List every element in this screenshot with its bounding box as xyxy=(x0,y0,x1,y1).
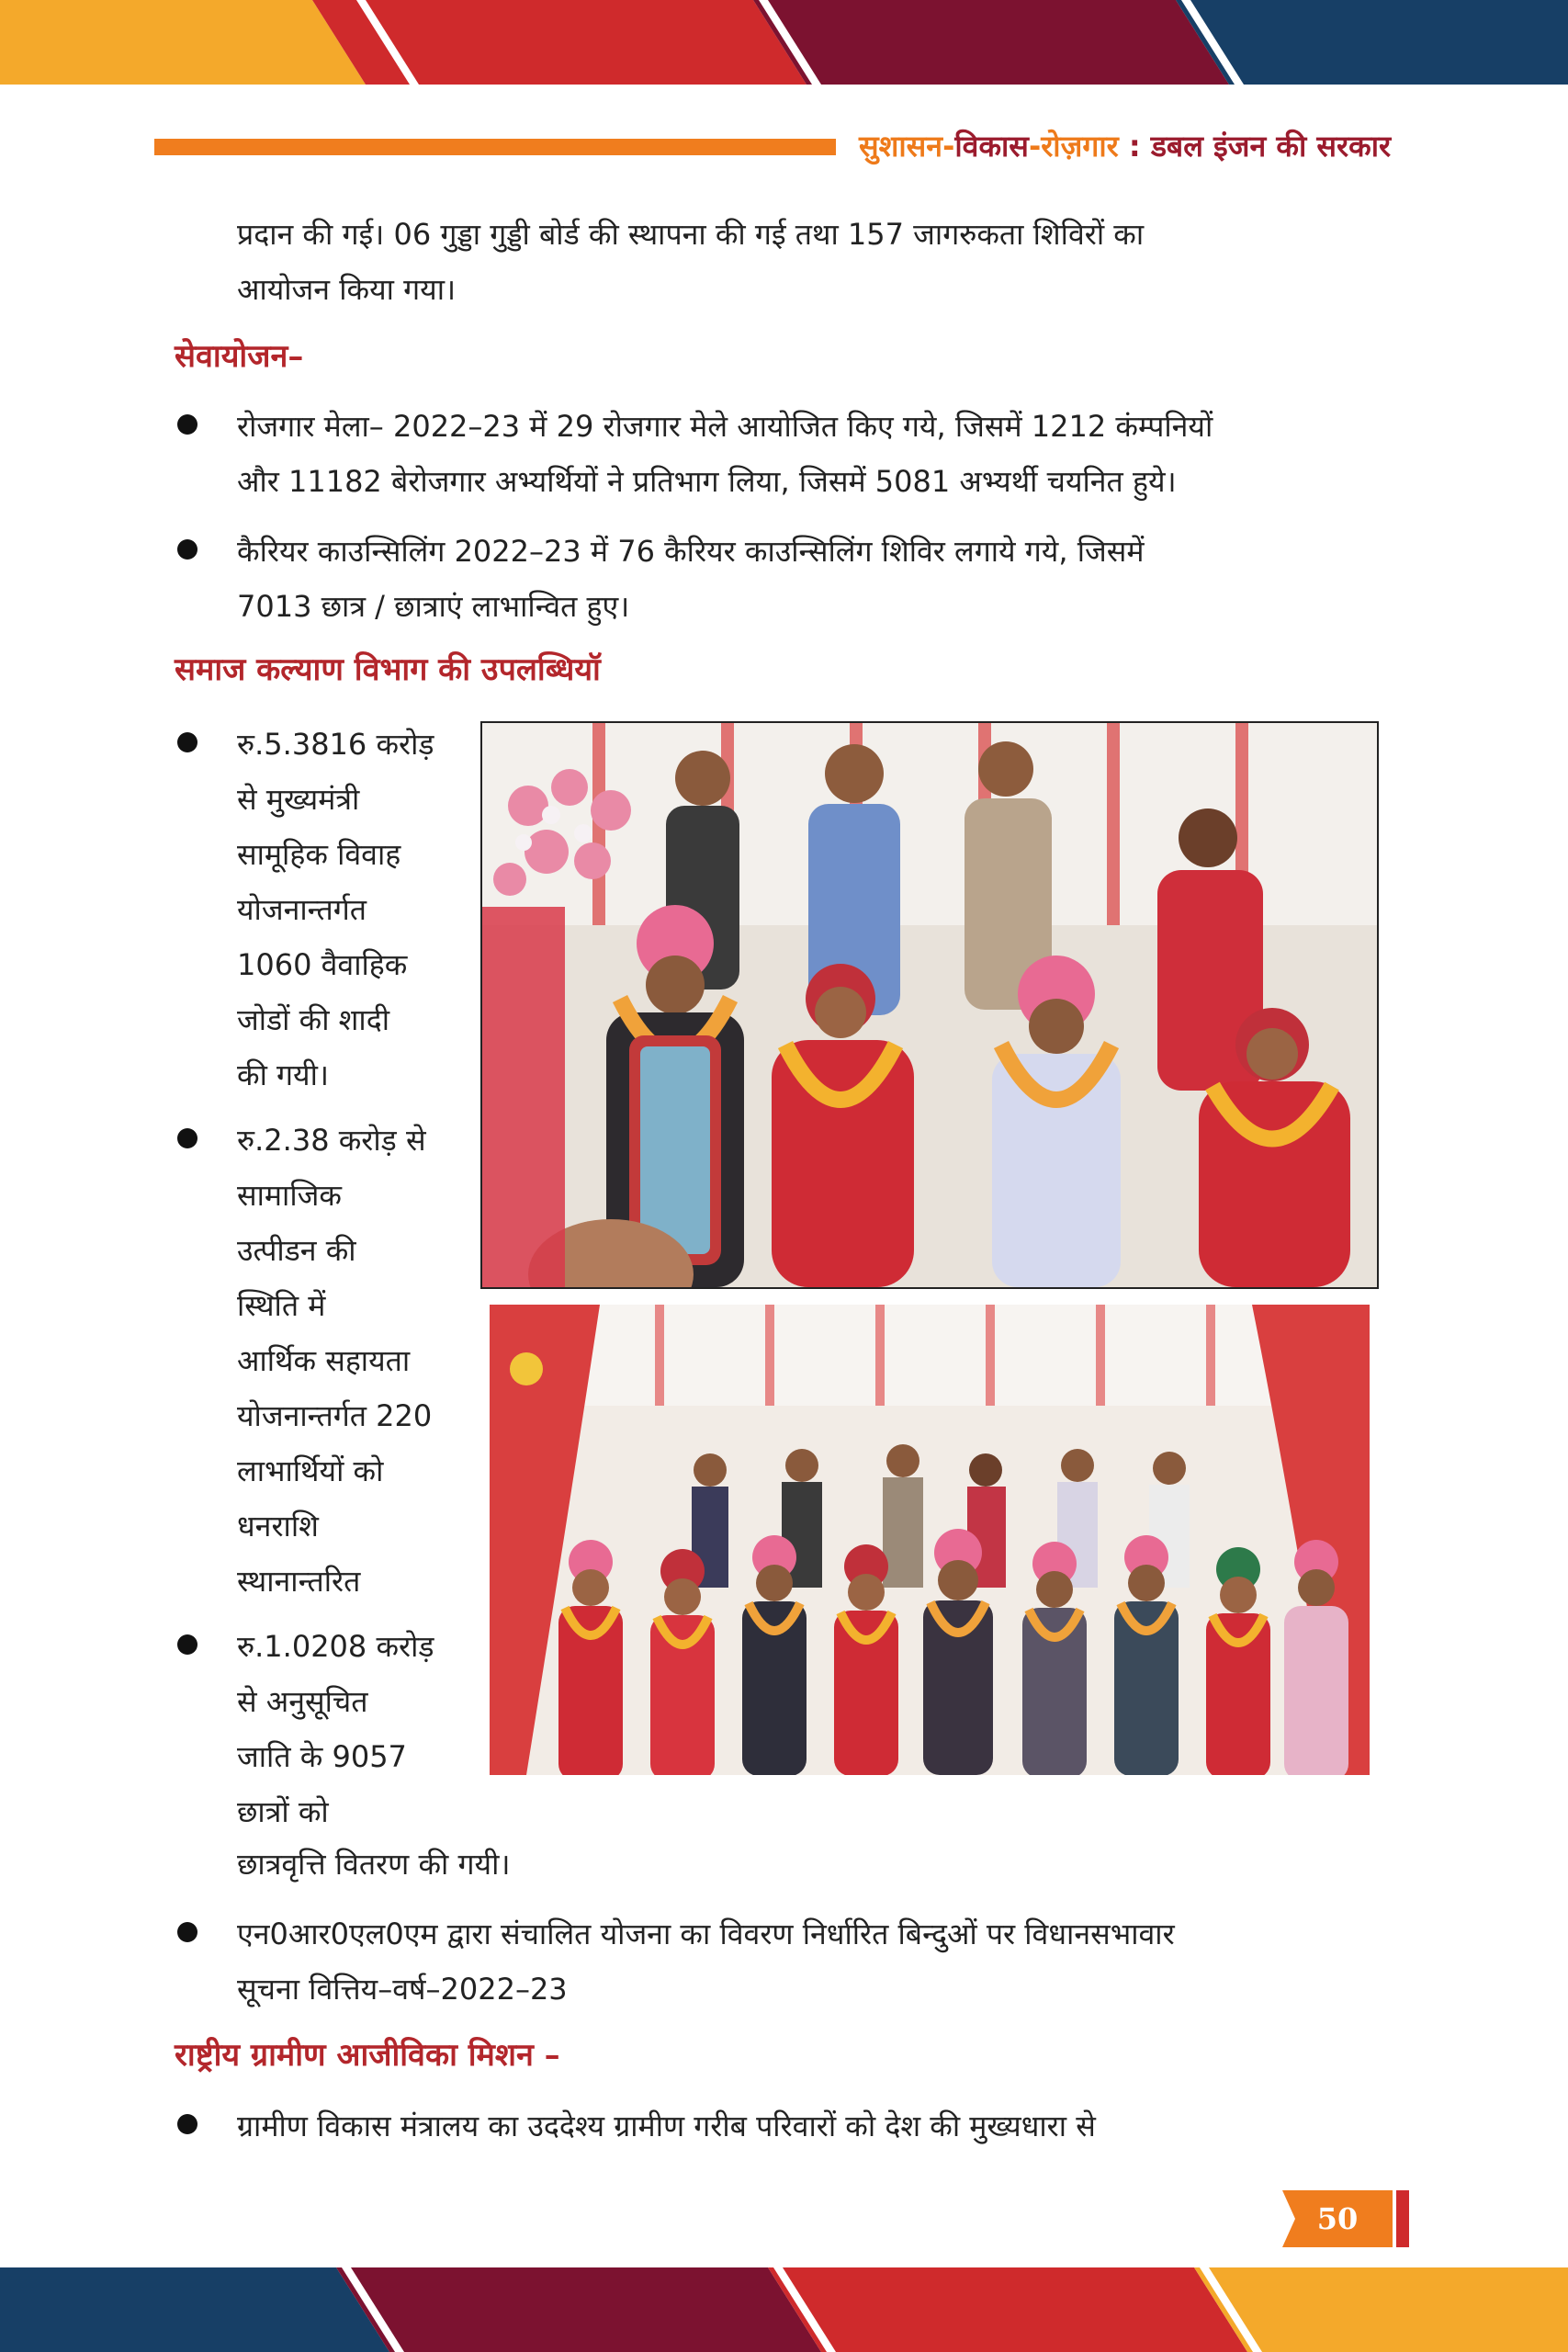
sahayata-line-1: रु.2.38 करोड़ से xyxy=(237,1123,426,1158)
header-rule xyxy=(154,139,836,155)
bullet-gramin-vikas xyxy=(237,2098,1394,2154)
rozgar-line-1: रोजगार मेला– 2022–23 में 29 रोजगार मेले आयोजित किए गये, जिसमें 1212 कंम्पनियों xyxy=(237,409,1213,444)
sahayata-line-9: स्थानान्तरित xyxy=(237,1564,361,1599)
sahayata-line-3: उत्पीडन की xyxy=(237,1233,356,1268)
chhatra-line-3: जाति के 9057 xyxy=(237,1739,407,1774)
bullet-samuhik-vivah xyxy=(237,717,457,1102)
sahayata-line-5: आर्थिक सहायता xyxy=(237,1343,411,1378)
bullet-utpeedan-sahayata xyxy=(237,1113,467,1609)
header-part-3: -रोज़गार xyxy=(1028,129,1119,164)
vivah-line-6: जोडों की शादी xyxy=(237,1002,389,1037)
chhatra-line-2: से अनुसूचित xyxy=(237,1684,368,1719)
bullet-dot xyxy=(177,2114,197,2134)
heading-sevayojan: सेवायोजन– xyxy=(175,338,304,375)
sahayata-line-8: धनराशि xyxy=(237,1509,319,1544)
bullet-dot xyxy=(177,1922,197,1942)
bullet-dot xyxy=(177,414,197,435)
vivah-line-7: की गयी। xyxy=(237,1057,330,1092)
page-number: 50 xyxy=(1316,2201,1359,2236)
header-part-1: सुशासन- xyxy=(859,129,955,164)
bullet-dot xyxy=(177,539,197,560)
vivah-line-1: रु.5.3816 करोड़ xyxy=(237,727,434,762)
bullet-chhatravritti xyxy=(237,1619,467,1839)
rozgar-line-2: और 11182 बेरोजगार अभ्यर्थियों ने प्रतिभाग लिया, जिसमें 5081 अभ्यर्थी चयनित हुये। xyxy=(237,464,1177,499)
vivah-line-4: योजनान्तर्गत xyxy=(237,892,367,927)
sahayata-line-6: योजनान्तर्गत 220 xyxy=(237,1398,433,1433)
heading-nrlm: राष्ट्रीय ग्रामीण आजीविका मिशन – xyxy=(175,2037,560,2074)
chhatra-line-1: रु.1.0208 करोड़ xyxy=(237,1629,434,1664)
vivah-line-2: से मुख्यमंत्री xyxy=(237,782,360,817)
bullet-career-counselling xyxy=(237,524,1394,634)
photo-mass-wedding-group xyxy=(490,1305,1370,1775)
header-part-4: : डबल इंजन की सरकार xyxy=(1118,129,1392,164)
bullet-dot xyxy=(177,732,197,752)
nrlm-scheme-line-2: सूचना वित्तिय–वर्ष–2022–23 xyxy=(237,1972,568,2007)
bottom-color-band xyxy=(0,2267,1568,2352)
career-line-2: 7013 छात्र / छात्राएं लाभान्वित हुए। xyxy=(237,589,630,624)
bullet-nrlm-scheme xyxy=(237,1906,1394,2017)
intro-paragraph xyxy=(237,207,1394,317)
sahayata-line-2: सामाजिक xyxy=(237,1178,342,1213)
running-header xyxy=(859,126,1410,165)
chhatra-tail-line: छात्रवृत्ति वितरण की गयी। xyxy=(237,1847,511,1882)
vivah-line-5: 1060 वैवाहिक xyxy=(237,947,408,982)
nrlm-scheme-line-1: एन0आर0एल0एम द्वारा संचालित योजना का विवरण निर्धारित बिन्दुओं पर विधानसभावार xyxy=(237,1917,1175,1951)
intro-line-1: प्रदान की गई। 06 गुड्डा गुड्डी बोर्ड की स्थापना की गई तथा 157 जागरुकता शिविरों का xyxy=(237,217,1145,252)
bullet-rozgar-mela xyxy=(237,399,1394,509)
sahayata-line-7: लाभार्थियों को xyxy=(237,1453,384,1488)
top-color-band xyxy=(0,0,1568,85)
sahayata-line-4: स्थिति में xyxy=(237,1288,326,1323)
header-part-2: विकास xyxy=(954,129,1029,164)
vivah-line-3: सामूहिक विवाह xyxy=(237,837,401,872)
intro-line-2: आयोजन किया गया। xyxy=(237,272,457,307)
bullet-dot xyxy=(177,1634,197,1655)
photo-mass-wedding-stage xyxy=(480,721,1379,1289)
gramin-line-1: ग्रामीण विकास मंत्रालय का उददेश्य ग्रामीण गरीब परिवारों को देश की मुख्यधारा से xyxy=(237,2109,1096,2143)
career-line-1: कैरियर काउन्सिलिंग 2022–23 में 76 कैरियर काउन्सिलिंग शिविर लगाये गये, जिसमें xyxy=(237,534,1145,569)
heading-samaj-kalyan: समाज कल्याण विभाग की उपलब्धियॉ xyxy=(175,651,601,688)
chhatra-line-4: छात्रों को xyxy=(237,1794,329,1829)
bullet-dot xyxy=(177,1128,197,1148)
